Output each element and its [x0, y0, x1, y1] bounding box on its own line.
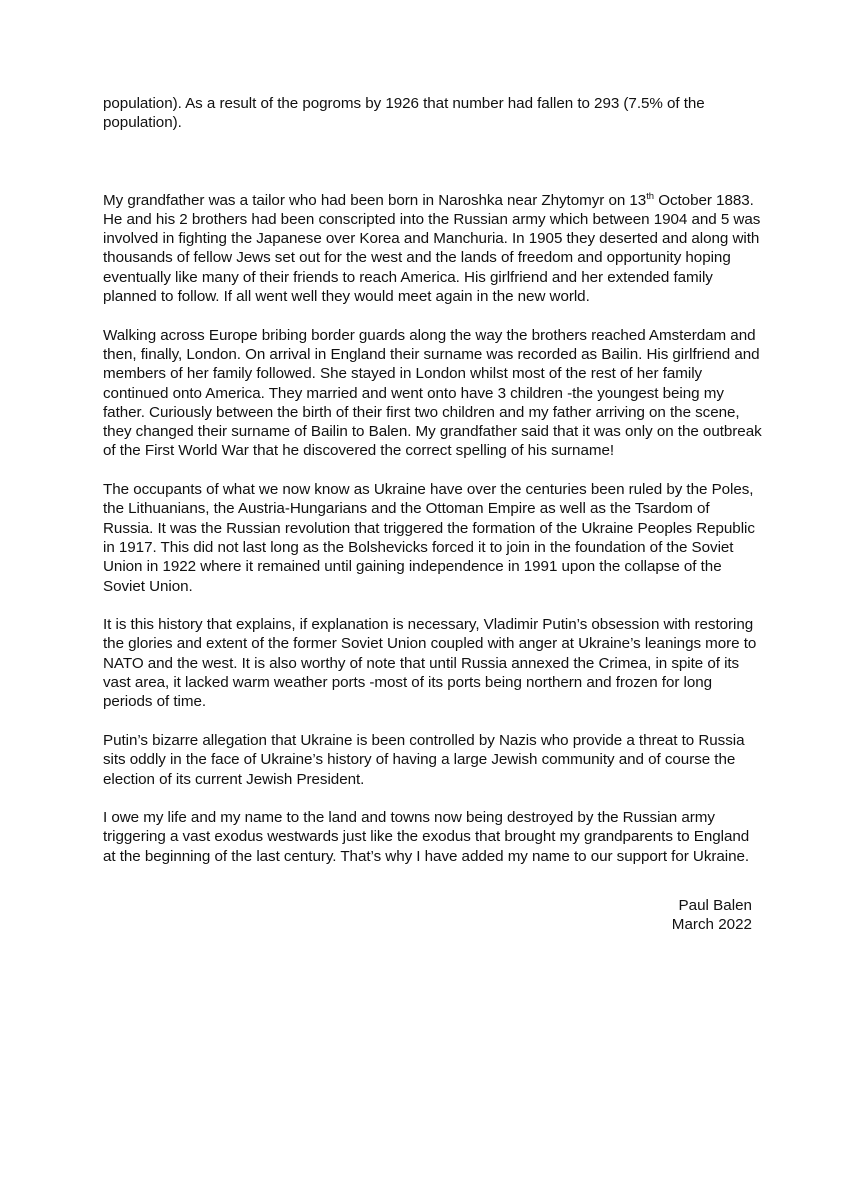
ordinal-superscript: th	[646, 190, 655, 202]
paragraph-5: It is this history that explains, if explanation is necessary, Vladimir Putin’s obsession with restoring the glories and extent of the former Soviet Union coupled with anger at Ukraine’s leanings more to NATO and the west. It is also worthy of note that until Russia annexed the Crimea, in spite of its vast area, it lacked warm weather ports -most of its ports being northern and frozen for long periods of time.	[103, 616, 757, 711]
paragraph-2-text-b: October 1883. He and his 2 brothers had been conscripted into the Russian army which between 1904 and 5 was involved in fighting the Japanese over Korea and Manchuria. In 1905 they deserted and along with thousands of fellow Jews set out for the west and the lands of freedom and opportunity hoping eventually like many of their friends to reach America. His girlfriend and her extended family planned to follow. If all went well they would meet again in the new world.	[103, 191, 761, 306]
paragraph-4: The occupants of what we now know as Ukraine have over the centuries been ruled by the Poles, the Lithuanians, the Austria-Hungarians and the Ottoman Empire as well as the Tsardom of Russia. It was the Russian revolution that triggered the formation of the Ukraine Peoples Republic in 1917. This did not last long as the Bolshevicks forced it to join in the foundation of the Soviet Union in 1922 where it remained until gaining independence in 1991 upon the collapse of the Soviet Union.	[103, 481, 755, 595]
signature-block	[672, 896, 752, 935]
paragraph-2	[103, 191, 763, 307]
paragraph-6: Putin’s bizarre allegation that Ukraine is been controlled by Nazis who provide a threat to Russia sits oddly in the face of Ukraine’s history of having a large Jewish community and of course the election of its current Jewish President.	[103, 731, 745, 788]
paragraph-1: population). As a result of the pogroms by 1926 that number had fallen to 293 (7.5% of the population).	[103, 95, 705, 132]
paragraph-7: I owe my life and my name to the land and towns now being destroyed by the Russian army triggering a vast exodus westwards just like the exodus that brought my grandparents to England at the beginning of the last century. That’s why I have added my name to our support for Ukraine.	[103, 809, 750, 865]
author-name: Paul Balen	[678, 897, 752, 914]
document-body	[103, 94, 763, 866]
paragraph-3: Walking across Europe bribing border guards along the way the brothers reached Amsterdam and then, finally, London. On arrival in England their surname was recorded as Bailin. His girlfriend and members of her family followed. She stayed in London whilst most of the rest of her family continued onto America. They married and went onto have 3 children -the youngest being my father. Curiously between the birth of their first two children and my father arriving on the scene, they changed their surname of Bailin to Balen. My grandfather said that it was only on the outbreak of the First World War that he discovered the correct spelling of his surname!	[103, 326, 762, 460]
signature-date: March 2022	[671, 916, 752, 934]
paragraph-2-text-a: My grandfather was a tailor who had been born in Naroshka near Zhytomyr on 13	[103, 191, 647, 209]
